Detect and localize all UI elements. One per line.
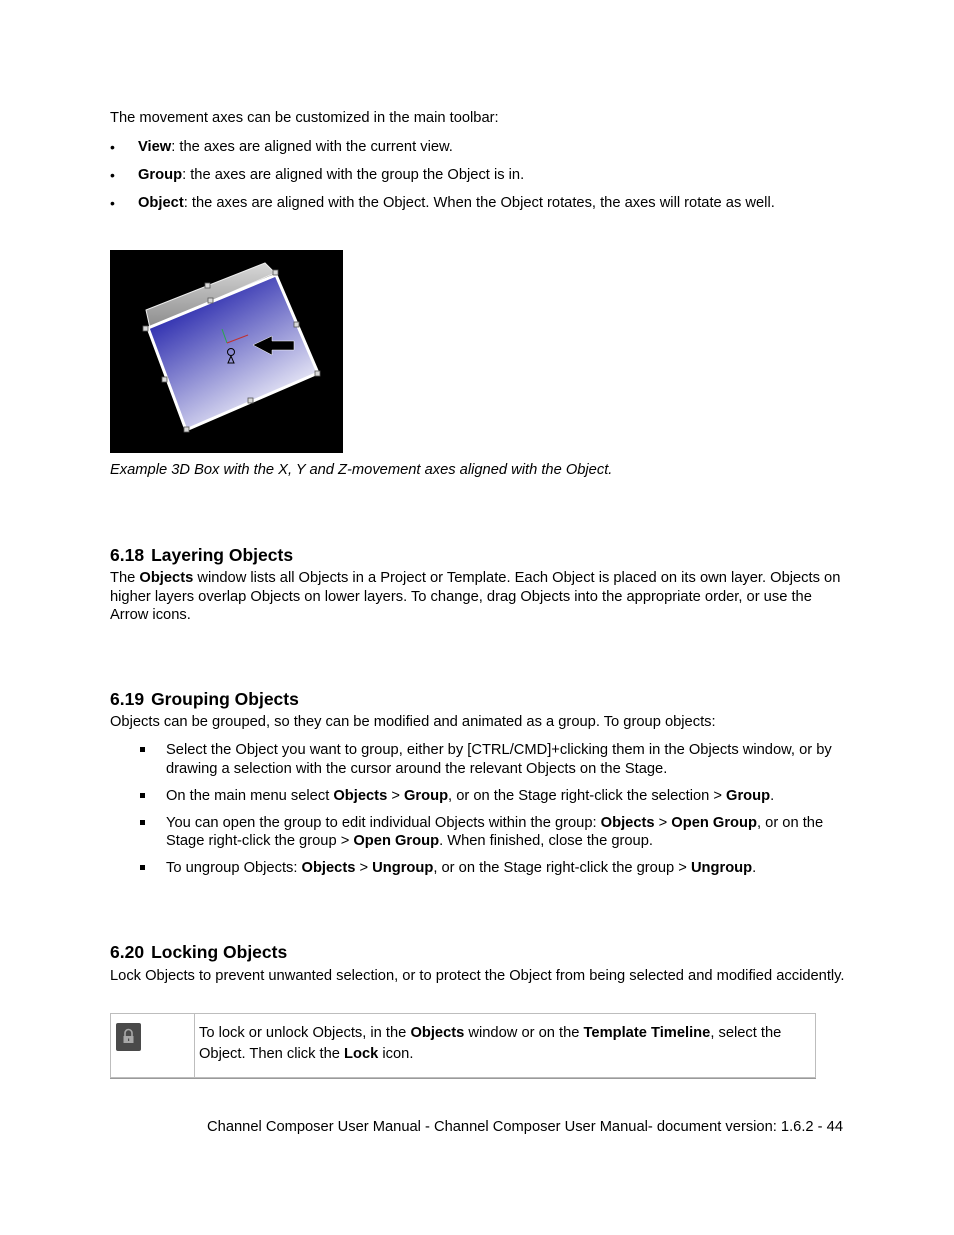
- 3d-box-illustration: [110, 250, 343, 453]
- axes-options-list: [110, 138, 845, 222]
- locking-intro: Lock Objects to prevent unwanted selection, or to protect the Object from being selected and modified accidently.: [110, 968, 845, 984]
- list-item: Select the Object you want to group, either by [CTRL/CMD]+clicking them in the Objects window, or by drawing a selection with the cursor around the relevant Objects on the Stage.: [110, 741, 845, 778]
- lock-icon: [116, 1023, 141, 1051]
- figure-caption: Example 3D Box with the X, Y and Z-movement axes aligned with the Object.: [110, 462, 613, 478]
- table-cell-text: To lock or unlock Objects, in the Objects window or on the Template Timeline, select the Object. Then click the Lock icon.: [199, 1025, 782, 1062]
- page-footer: Channel Composer User Manual - Channel Composer User Manual- document version: 1.6.2 - 44: [207, 1119, 843, 1135]
- intro-text: The movement axes can be customized in the main toolbar:: [110, 110, 499, 126]
- list-item: You can open the group to edit individual Objects within the group: Objects > Open Group, or on the Stage right-click the group > Open Group. When finished, close the group.: [110, 814, 845, 851]
- section-heading-layering: 6.18 Layering Objects: [110, 545, 294, 565]
- list-item: • Group: the axes are aligned with the group the Object is in.: [110, 166, 845, 194]
- list-item: To ungroup Objects: Objects > Ungroup, or on the Stage right-click the group > Ungroup.: [110, 859, 845, 878]
- grouping-intro: Objects can be grouped, so they can be modified and animated as a group. To group objects:: [110, 714, 716, 730]
- list-item: • View: the axes are aligned with the current view.: [110, 138, 845, 166]
- table-cell-icon: [111, 1014, 195, 1077]
- list-item: On the main menu select Objects > Group, or on the Stage right-click the selection > Group.: [110, 787, 845, 806]
- grouping-steps-list: [110, 741, 845, 886]
- section-heading-locking: 6.20 Locking Objects: [110, 942, 288, 962]
- 3d-box-figure: [110, 250, 343, 453]
- list-item: • Object: the axes are aligned with the Object. When the Object rotates, the axes will rotate as well.: [110, 194, 845, 222]
- lock-instructions-table: [110, 1013, 816, 1078]
- section-heading-grouping: 6.19 Grouping Objects: [110, 689, 299, 709]
- layering-paragraph: The Objects window lists all Objects in a Project or Template. Each Object is placed on its own layer. Objects on higher layers overlap Objects on lower layers. To change, drag Objects into the appropriate order, or use the Arrow icons.: [110, 570, 841, 623]
